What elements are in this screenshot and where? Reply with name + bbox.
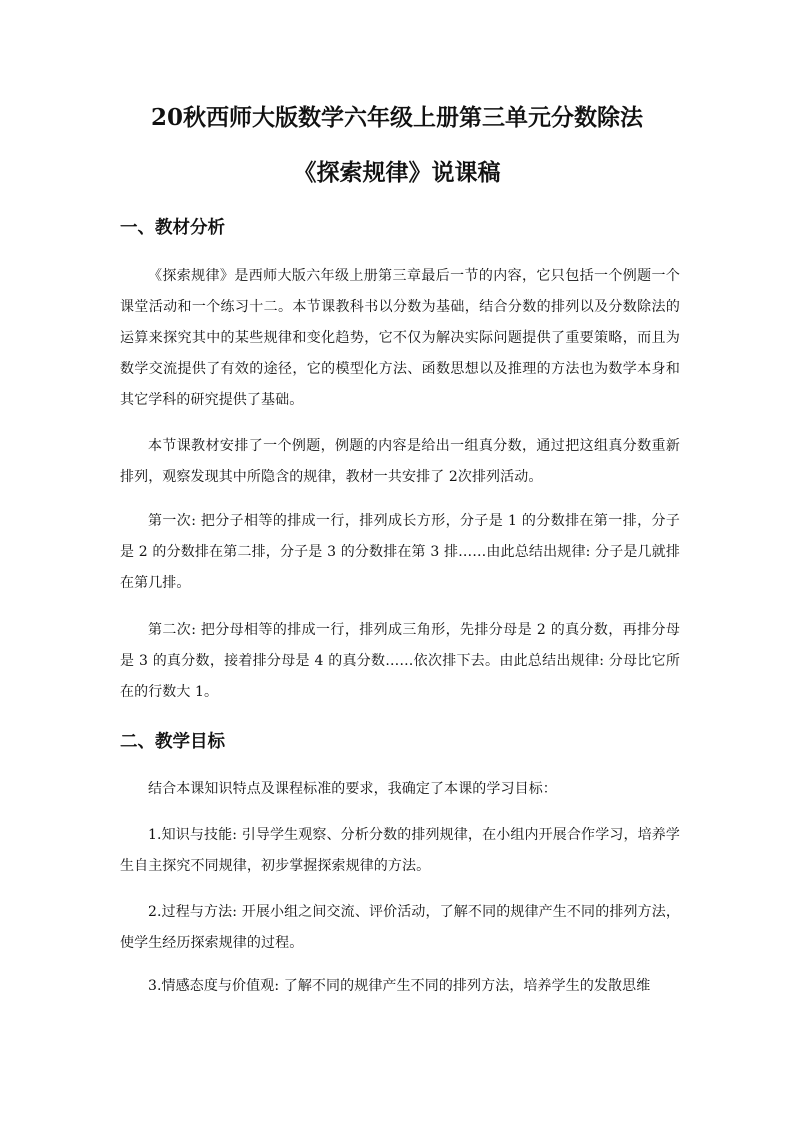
paragraph: 结合本课知识特点及课程标准的要求，我确定了本课的学习目标： [148,781,557,797]
paragraph: 第一次: 把分子相等的排成一行，排列成长方形，分子是 1 的分数排在第一排，分子是 2 的分数排在第二排，分子是 3 的分数排在第 3 排……由此总结出规律: 分子是几就排在第几排。 [120,513,680,591]
section-heading-textbook-analysis: 一、教材分析 [120,218,225,238]
paragraph: 3.情感态度与价值观: 了解不同的规律产生不同的排列方法，培养学生的发散思维 [148,978,651,994]
document-subtitle: 《探索规律》说课稿 [293,159,501,186]
document-title: 20秋西师大版数学六年级上册第三单元分数除法 [150,104,643,131]
section-heading-teaching-goals: 二、教学目标 [120,732,225,752]
paragraph: 第二次: 把分母相等的排成一行，排列成三角形，先排分母是 2 的真分数，再排分母是 3 的真分数，接着排分母是 4 的真分数……依次排下去。由此总结出规律: 分母比它所在的行数大 1。 [120,622,680,700]
paragraph: 《探索规律》是西师大版六年级上册第三章最后一节的内容，它只包括一个例题一个课堂活动和一个练习十二。本节课教科书以分数为基础，结合分数的排列以及分数除法的运算来探究其中的某些规律和变化趋势，它不仅为解决实际问题提供了重要策略，而且为数学交流提供了有效的途径，它的模型化方法、函数思想以及推理的方法也为数学本身和其它学科的研究提供了基础。 [120,268,680,408]
paragraph: 本节课教材安排了一个例题，例题的内容是给出一组真分数，通过把这组真分数重新排列，观察发现其中所隐含的规律，教材一共安排了 2次排列活动。 [120,438,680,485]
paragraph: 1.知识与技能: 引导学生观察、分析分数的排列规律，在小组内开展合作学习，培养学生自主探究不同规律，初步掌握探索规律的方法。 [120,827,680,874]
paragraph: 2.过程与方法: 开展小组之间交流、评价活动，了解不同的规律产生不同的排列方法，使学生经历探索规律的过程。 [120,904,680,951]
